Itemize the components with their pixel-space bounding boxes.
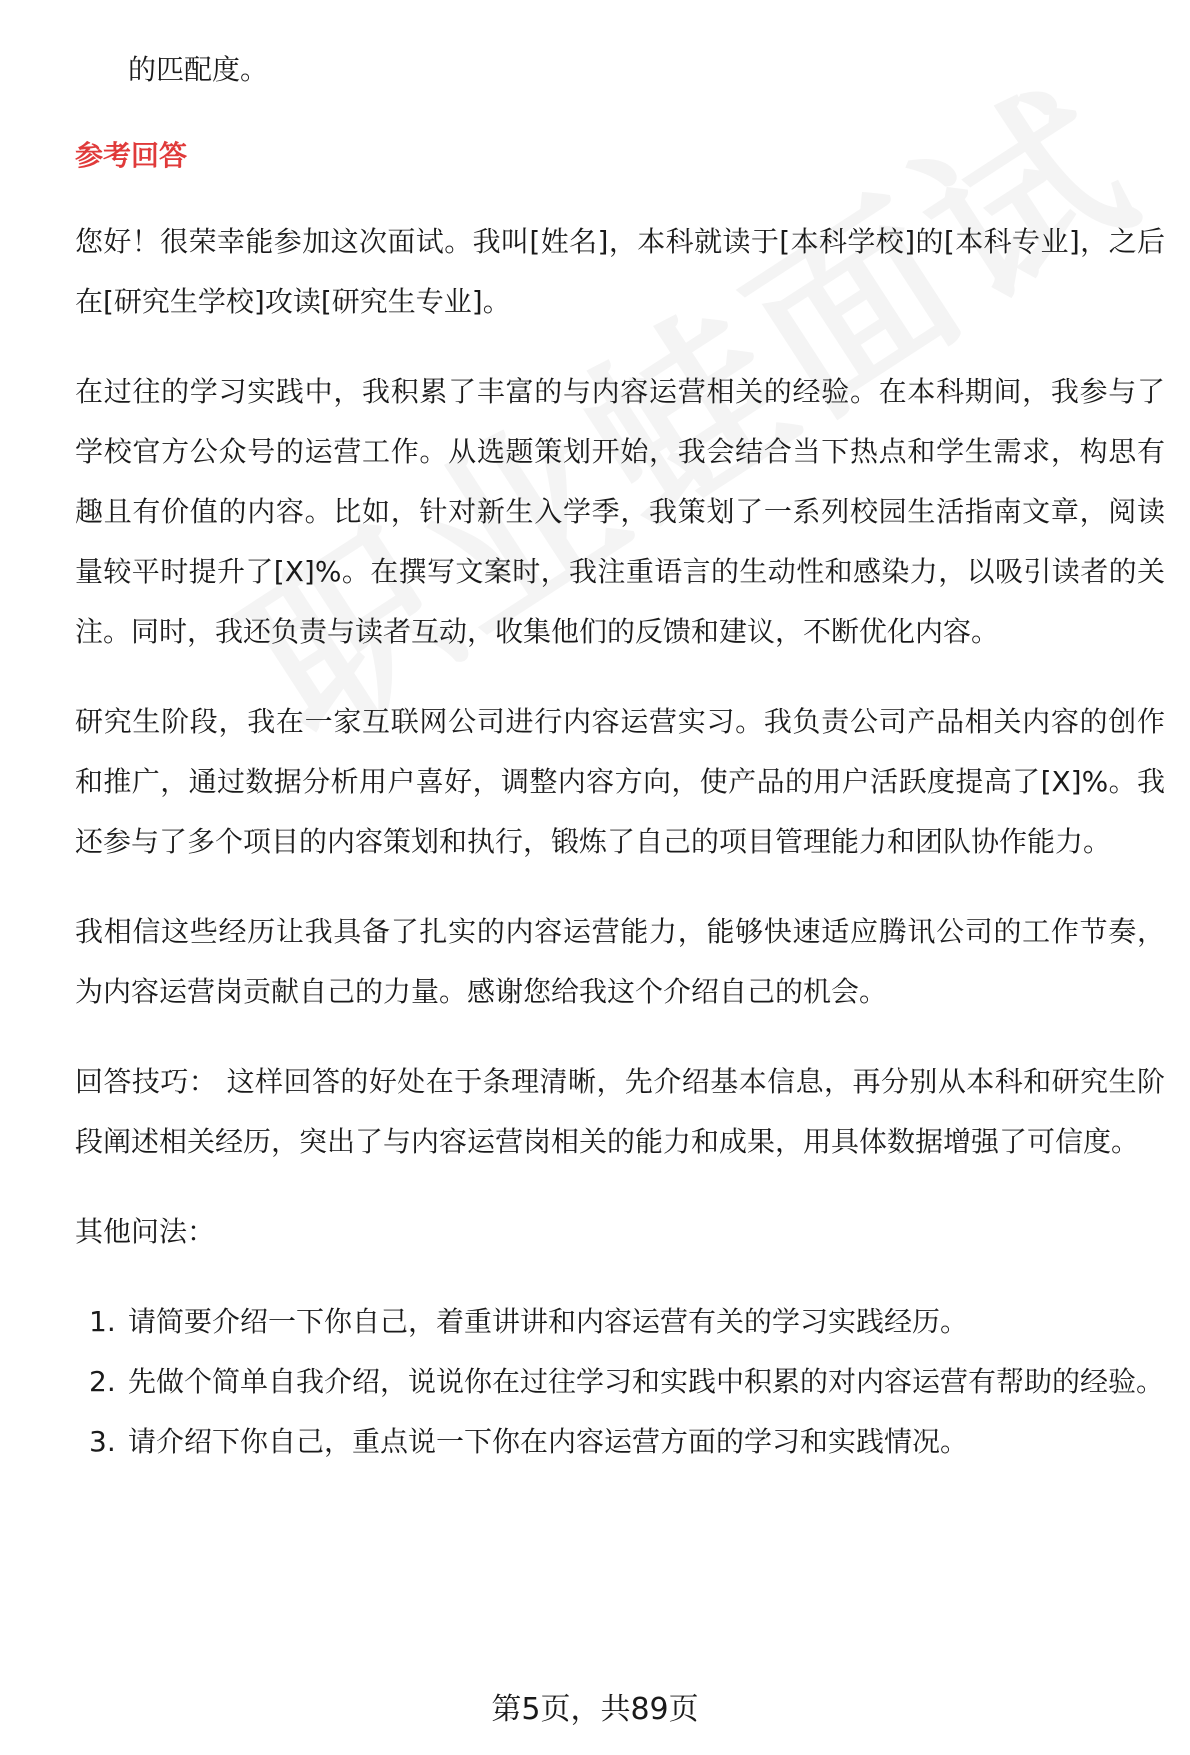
list-item-text: 先做个简单自我介绍，说说你在过往学习和实践中积累的对内容运营有帮助的经验。 — [128, 1365, 1165, 1398]
list-item-number: 1. — [89, 1305, 116, 1338]
other-questions-list — [75, 1292, 1165, 1472]
answer-paragraph-intro: 您好！很荣幸能参加这次面试。我叫[姓名]，本科就读于[本科学校]的[本科专业]，之后在[研究生学校]攻读[研究生专业]。 — [75, 225, 1165, 318]
answer-paragraph-closing: 我相信这些经历让我具备了扎实的内容运营能力，能够快速适应腾讯公司的工作节奏，为内容运营岗贡献自己的力量。感谢您给我这个介绍自己的机会。 — [75, 915, 1165, 1008]
list-item — [75, 1292, 1165, 1352]
answer-paragraph-undergrad: 在过往的学习实践中，我积累了丰富的与内容运营相关的经验。在本科期间，我参与了学校官方公众号的运营工作。从选题策划开始，我会结合当下热点和学生需求，构思有趣且有价值的内容。比如，针对新生入学季，我策划了一系列校园生活指南文章，阅读量较平时提升了[X]%。在撰写文案时，我注重语言的生动性和感染力，以吸引读者的关注。同时，我还负责与读者互动，收集他们的反馈和建议，不断优化内容。 — [75, 375, 1165, 648]
other-questions-heading: 其他问法： — [75, 1215, 216, 1248]
page-content — [75, 40, 1165, 1472]
list-item-text: 请介绍下你自己，重点说一下你在内容运营方面的学习和实践情况。 — [128, 1425, 969, 1458]
list-item — [75, 1352, 1165, 1412]
list-item-text: 请简要介绍一下你自己，着重讲讲和内容运营有关的学习实践经历。 — [128, 1305, 969, 1338]
page-footer: 第5页，共89页 — [491, 1692, 699, 1727]
section-title: 参考回答 — [75, 139, 188, 172]
continuation-line: 的匹配度。 — [128, 53, 269, 86]
answer-tips-paragraph: 回答技巧： 这样回答的好处在于条理清晰，先介绍基本信息，再分别从本科和研究生阶段阐述相关经历，突出了与内容运营岗相关的能力和成果，用具体数据增强了可信度。 — [75, 1065, 1165, 1158]
answer-paragraph-graduate: 研究生阶段，我在一家互联网公司进行内容运营实习。我负责公司产品相关内容的创作和推广，通过数据分析用户喜好，调整内容方向，使产品的用户活跃度提高了[X]%。我还参与了多个项目的内容策划和执行，锻炼了自己的项目管理能力和团队协作能力。 — [75, 705, 1165, 858]
list-item-number: 2. — [89, 1365, 116, 1398]
list-item — [75, 1412, 1165, 1472]
list-item-number: 3. — [89, 1425, 116, 1458]
